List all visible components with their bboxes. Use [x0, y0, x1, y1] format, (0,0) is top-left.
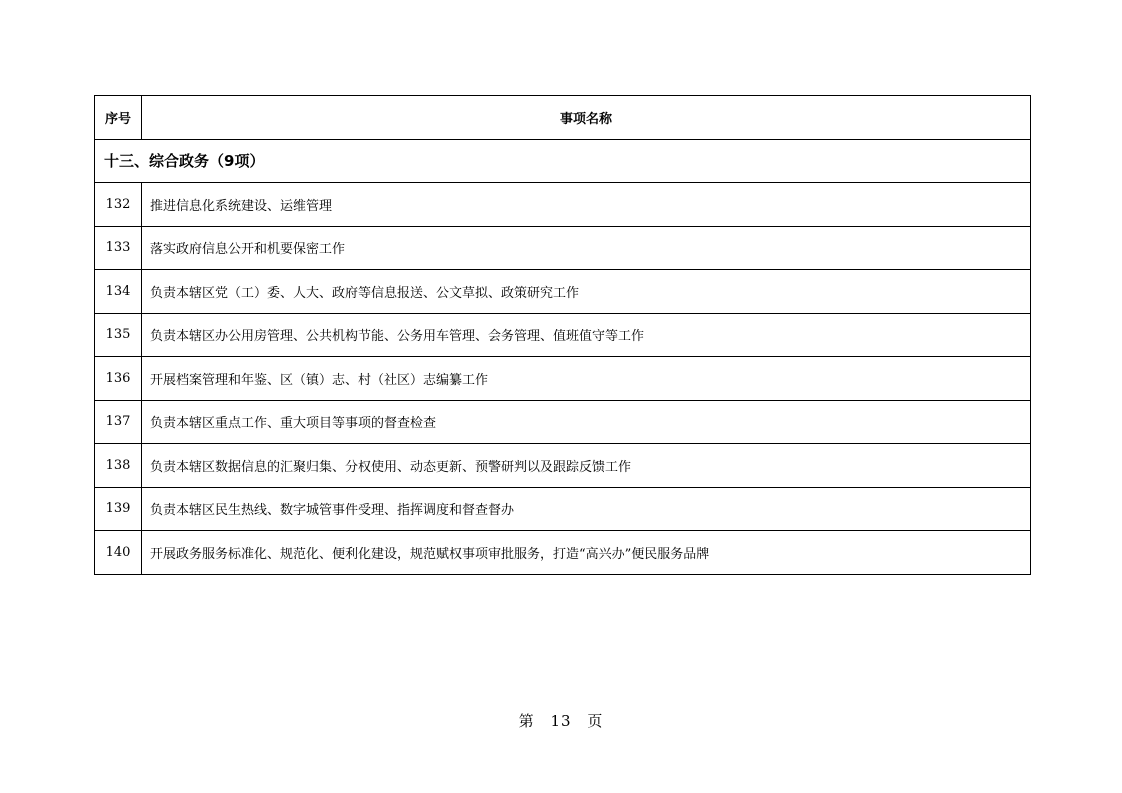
row-number: 139 — [95, 487, 142, 531]
table-header-row — [95, 96, 1031, 140]
row-number: 140 — [95, 531, 142, 575]
page-number: 13 — [550, 712, 572, 730]
table-row — [95, 487, 1031, 531]
row-name: 开展政务服务标准化、规范化、便利化建设，规范赋权事项审批服务，打造“高兴办”便民服务品牌 — [142, 531, 1031, 575]
row-number: 136 — [95, 357, 142, 401]
row-number: 138 — [95, 444, 142, 488]
row-number: 135 — [95, 313, 142, 357]
table-row — [95, 313, 1031, 357]
page-suffix: 页 — [587, 712, 604, 730]
row-name: 推进信息化系统建设、运维管理 — [142, 183, 1031, 227]
page-prefix: 第 — [518, 712, 535, 730]
header-name: 事项名称 — [142, 96, 1031, 140]
row-name: 负责本辖区民生热线、数字城管事件受理、指挥调度和督查督办 — [142, 487, 1031, 531]
row-number: 133 — [95, 226, 142, 270]
table-row — [95, 357, 1031, 401]
section-row — [95, 139, 1031, 183]
row-name: 负责本辖区数据信息的汇聚归集、分权使用、动态更新、预警研判以及跟踪反馈工作 — [142, 444, 1031, 488]
row-name: 开展档案管理和年鉴、区（镇）志、村（社区）志编纂工作 — [142, 357, 1031, 401]
table-row — [95, 400, 1031, 444]
header-number: 序号 — [95, 96, 142, 140]
row-name: 负责本辖区重点工作、重大项目等事项的督查检查 — [142, 400, 1031, 444]
row-name: 负责本辖区党（工）委、人大、政府等信息报送、公文草拟、政策研究工作 — [142, 270, 1031, 314]
section-title: 十三、综合政务（9项） — [95, 139, 1031, 183]
row-number: 137 — [95, 400, 142, 444]
page-footer — [0, 710, 1122, 731]
table-row — [95, 531, 1031, 575]
table-row — [95, 444, 1031, 488]
table-row — [95, 183, 1031, 227]
items-table — [94, 95, 1031, 575]
row-number: 134 — [95, 270, 142, 314]
table-row — [95, 270, 1031, 314]
row-name: 负责本辖区办公用房管理、公共机构节能、公务用车管理、会务管理、值班值守等工作 — [142, 313, 1031, 357]
table-row — [95, 226, 1031, 270]
row-number: 132 — [95, 183, 142, 227]
row-name: 落实政府信息公开和机要保密工作 — [142, 226, 1031, 270]
